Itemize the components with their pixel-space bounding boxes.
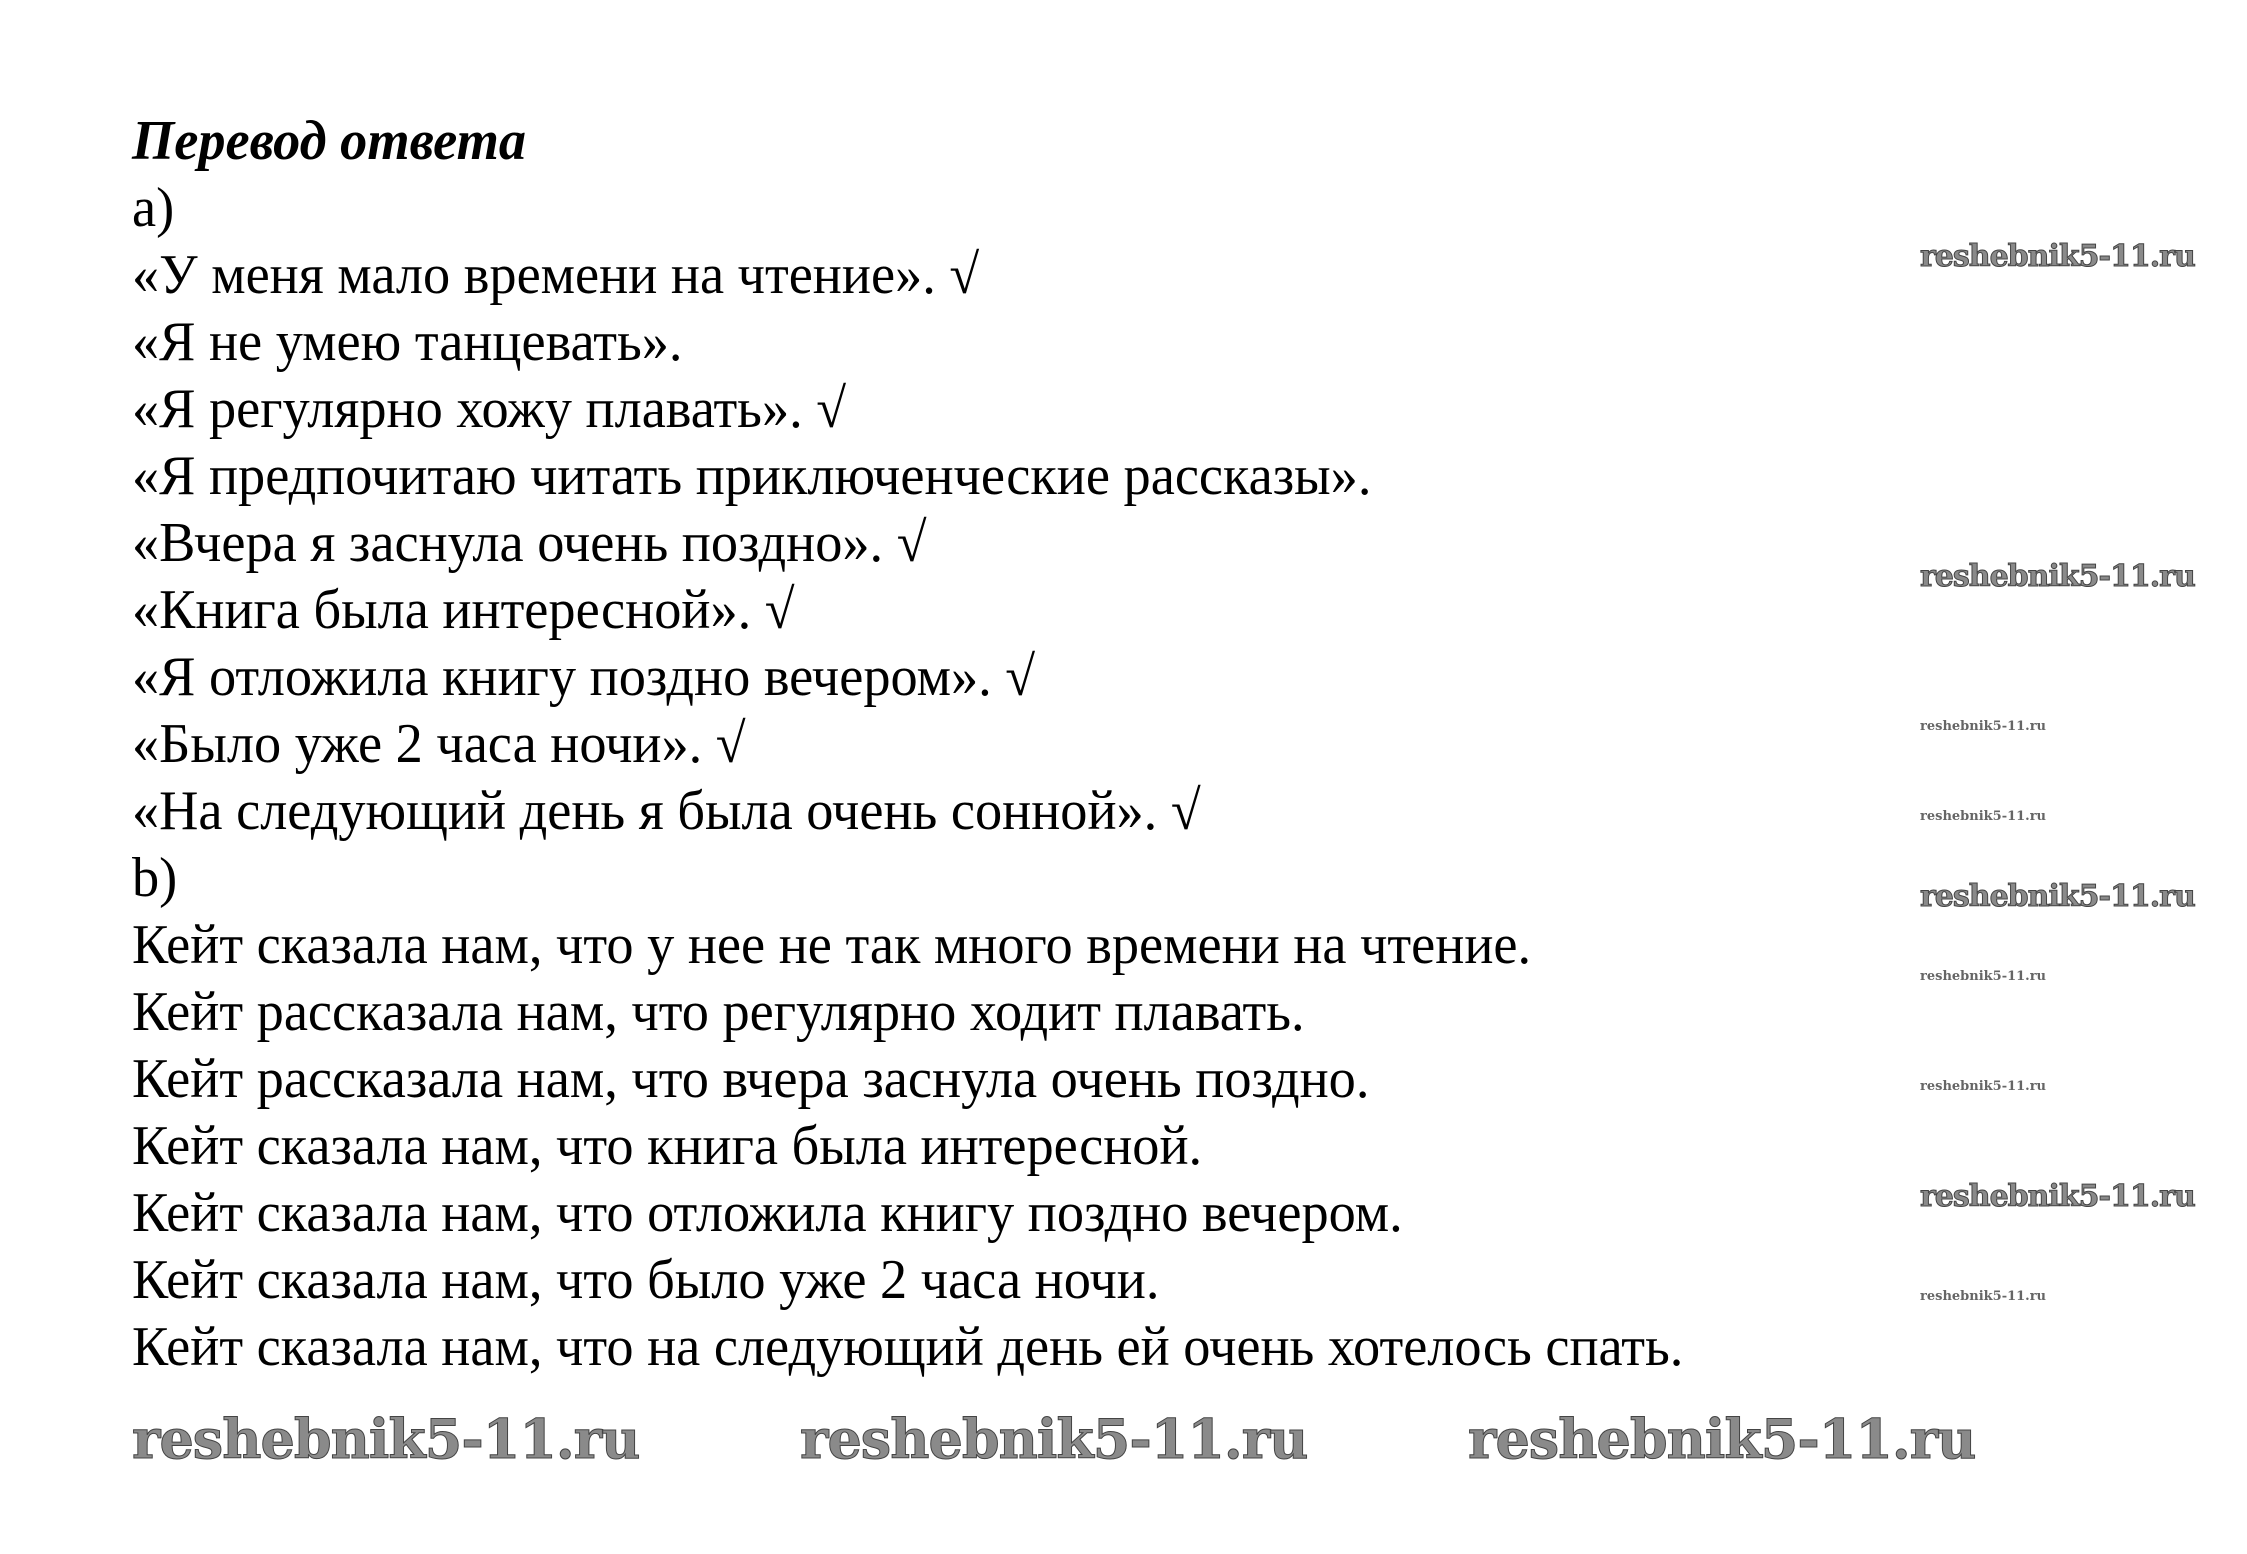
sentence-a-6: «Книга была интересной». √ (132, 579, 795, 641)
watermark: reshebnik5-11.ru (1468, 1407, 1976, 1471)
sentence-b-4: Кейт сказала нам, что книга была интересной. (132, 1115, 1203, 1177)
sentence-a-9: «На следующий день я была очень сонной». √ (132, 780, 1201, 842)
document-body (132, 108, 1731, 1381)
section-b-label: b) (132, 847, 178, 909)
watermark: reshebnik5-11.ru (1920, 1179, 2195, 1214)
sentence-b-7: Кейт сказала нам, что на следующий день ей очень хотелось спать. (132, 1316, 1684, 1378)
watermark: reshebnik5-11.ru (1920, 559, 2195, 594)
sentence-a-3: «Я регулярно хожу плавать». √ (132, 378, 847, 440)
section-a-label: a) (132, 177, 175, 239)
sentence-b-3: Кейт рассказала нам, что вчера заснула очень поздно. (132, 1048, 1370, 1110)
watermark: reshebnik5-11.ru (132, 1407, 640, 1471)
watermark: reshebnik5-11.ru (1920, 239, 2195, 274)
watermark: reshebnik5-11.ru (1920, 969, 2047, 984)
sentence-a-2: «Я не умею танцевать». (132, 311, 683, 373)
sentence-a-1: «У меня мало времени на чтение». √ (132, 244, 980, 306)
watermark: reshebnik5-11.ru (1920, 719, 2047, 734)
sentence-b-1: Кейт сказала нам, что у нее не так много времени на чтение. (132, 914, 1532, 976)
watermark: reshebnik5-11.ru (1920, 809, 2047, 824)
sentence-a-8: «Было уже 2 часа ночи». √ (132, 713, 746, 775)
sentence-a-4: «Я предпочитаю читать приключенческие рассказы». (132, 445, 1372, 507)
sentence-b-5: Кейт сказала нам, что отложила книгу поздно вечером. (132, 1182, 1403, 1244)
sentence-b-6: Кейт сказала нам, что было уже 2 часа ночи. (132, 1249, 1160, 1311)
sentence-a-7: «Я отложила книгу поздно вечером». √ (132, 646, 1036, 708)
heading: Перевод ответа (132, 110, 526, 172)
sentence-a-5: «Вчера я заснула очень поздно». √ (132, 512, 927, 574)
watermark: reshebnik5-11.ru (800, 1407, 1308, 1471)
watermark: reshebnik5-11.ru (1920, 879, 2195, 914)
sentence-b-2: Кейт рассказала нам, что регулярно ходит плавать. (132, 981, 1305, 1043)
watermark: reshebnik5-11.ru (1920, 1289, 2047, 1304)
watermark: reshebnik5-11.ru (1920, 1079, 2047, 1094)
